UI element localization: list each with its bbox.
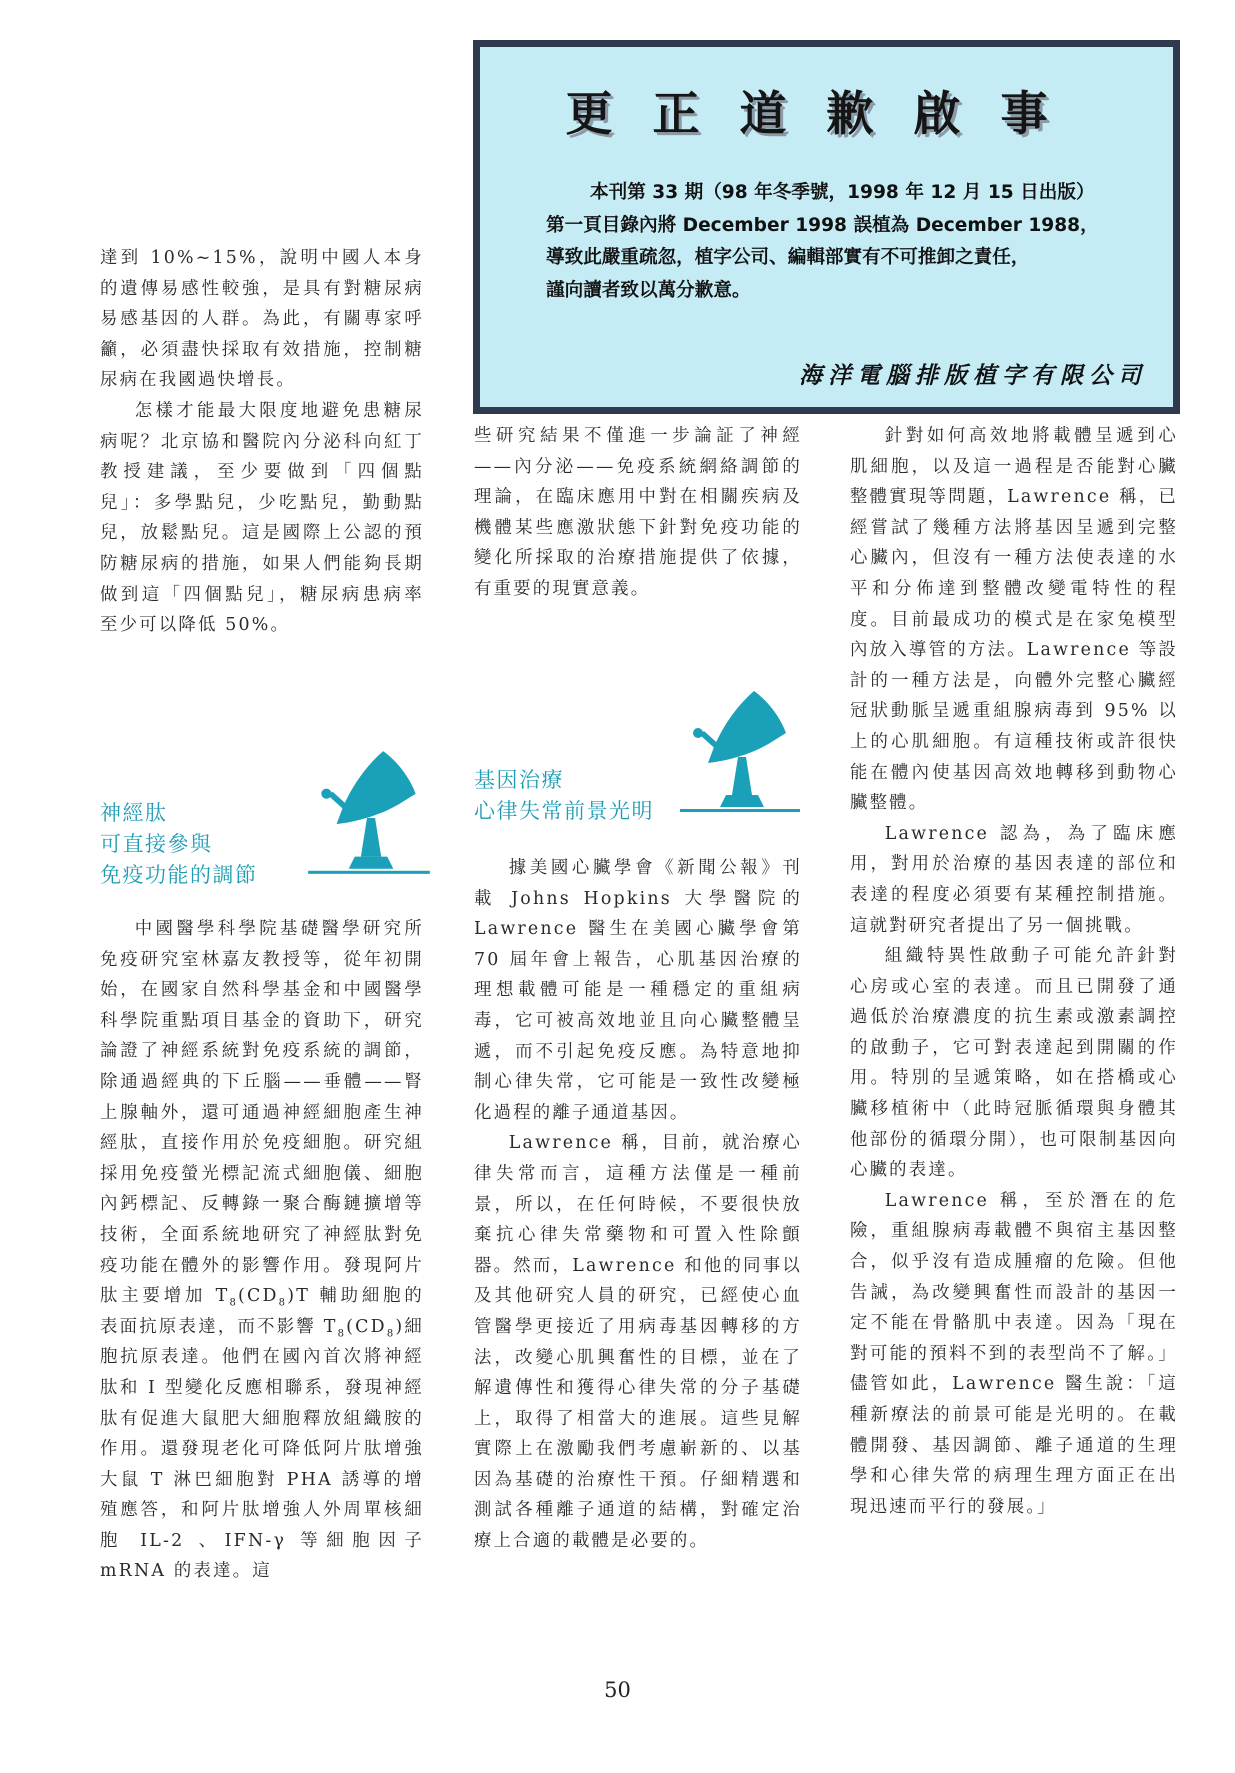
notice-line: 第一頁目錄內將 December 1998 誤植為 December 1988， — [546, 214, 1099, 236]
section-heading-gene-therapy — [474, 765, 654, 827]
heading-line: 免疫功能的調節 — [100, 863, 258, 887]
heading-line: 基因治療 — [474, 768, 564, 792]
subscript: 8 — [337, 1328, 347, 1340]
notice-body — [546, 177, 1146, 307]
column-2-top — [474, 421, 802, 605]
paragraph: 些研究結果不僅進一步論証了神經——內分泌——免疫系統網絡調節的理論，在臨床應用中對在相關疾病及機體某些應激狀態下針對免疫功能的變化所採取的治療措施提供了依據，有重要的現實意義。 — [474, 426, 802, 599]
text-run: (CD — [346, 1316, 387, 1337]
heading-line: 心律失常前景光明 — [474, 799, 654, 823]
subscript: 8 — [229, 1297, 239, 1309]
notice-signature: 海洋電腦排版植字有限公司 — [799, 362, 1147, 389]
paragraph: 據美國心臟學會《新聞公報》刊載 Johns Hopkins 大學醫院的 Lawrence 醫生在美國心臟學會第 70 屆年會上報告，心肌基因治療的理想載體可能是一種穩定的重組病毒，它可被高效地並且向心臟整體呈遞，而不引起免疫反應。為特意地抑制心律失常，它可能是一致性改變極化過程的離子通道基因。 — [474, 858, 802, 1123]
column-3 — [850, 421, 1178, 1522]
paragraph: Lawrence 稱，目前，就治療心律失常而言，這種方法僅是一種前景，所以，在任何時候，不要很快放棄抗心律失常藥物和可置入性除顫器。然而，Lawrence 和他的同事以及其他研究人員的研究，已經使心血管醫學更接近了用病毒基因轉移的方法，改變心肌興奮性的目標，並在了解遺傳性和獲得心律失常的分子基礎上，取得了相當大的進展。這些見解實際上在激勵我們考慮嶄新的、以基因為基礎的治療性干預。仔細精選和測試各種離子通道的結構，對確定治療上合適的載體是必要的。 — [474, 1133, 802, 1552]
column-2-bottom — [474, 853, 802, 1557]
text-run: (CD — [238, 1286, 279, 1307]
paragraph: Lawrence 稱，至於潛在的危險，重組腺病毒載體不與宿主基因整合，似乎沒有造成腫瘤的危險。但他告誡，為改變興奮性而設計的基因一定不能在骨骼肌中表達。因為「現在對可能的預料不到的表型尚不了解。」儘管如此，Lawrence 醫生說：「這種新療法的前景可能是光明的。在載體開發、基因調節、離子通道的生理學和心律失常的病理生理方面正在出現迅速而平行的發展。」 — [850, 1190, 1178, 1517]
subscript: 8 — [386, 1328, 396, 1340]
text-run: )細胞抗原表達。他們在國內首次將神經肽和 I 型變化反應相聯系，發現神經肽有促進大鼠肥大細胞釋放組織胺的作用。還發現老化可降低阿片肽增強大鼠 T 淋巴細胞對 PHA 誘導的增殖應答，和阿片肽增強人外周單核細胞 IL-2 、IFN-γ 等細胞因子 mRNA 的表達。這 — [100, 1316, 424, 1582]
notice-title: 更正道歉啟事 — [565, 87, 1088, 142]
satellite-dish-icon — [676, 683, 804, 823]
paragraph: 達到 10%~15%，說明中國人本身的遺傳易感性較強，是具有對糖尿病易感基因的人群。為此，有關專家呼籲，必須盡快採取有效措施，控制糖尿病在我國過快增長。 — [100, 248, 424, 391]
column-1-bottom — [100, 914, 424, 1587]
correction-notice — [473, 40, 1180, 414]
section-heading-neuropeptide — [100, 798, 258, 891]
subscript: 8 — [278, 1297, 288, 1309]
notice-line: 本刊第 33 期（98 年冬季號，1998 年 12 月 15 日出版） — [590, 182, 1095, 203]
paragraph — [100, 914, 424, 1587]
text-run: )T 輔助細胞的表面抗原表達，而不影響 T — [100, 1286, 424, 1337]
text-run: 中國醫學科學院基礎醫學研究所免疫研究室林嘉友教授等，從年初開始，在國家自然科學基金和中國醫學科學院重點項目基金的資助下，研究論證了神經系統對免疫系統的調節，除通過經典的下丘腦——垂體——腎上腺軸外，還可通過神經細胞產生神經肽，直接作用於免疫細胞。研究組採用免疫螢光標記流式細胞儀、細胞內鈣標記、反轉錄一聚合酶鏈擴增等技術，全面系統地研究了神經肽對免疫功能在體外的影響作用。發現阿片肽主要增加 T — [100, 919, 424, 1307]
heading-line: 可直接參與 — [100, 832, 213, 856]
paragraph: 組織特異性啟動子可能允許針對心房或心室的表達。而且已開發了通過低於治療濃度的抗生素或激素調控的啟動子，它可對表達起到開關的作用。特別的呈遞策略，如在搭橋或心臟移植術中（此時冠脈循環與身體其他部份的循環分開），也可限制基因向心臟的表達。 — [850, 946, 1178, 1181]
paragraph: 針對如何高效地將載體呈遞到心肌細胞，以及這一過程是否能對心臟整體實現等問題，Lawrence 稱，已經嘗試了幾種方法將基因呈遞到完整心臟內，但沒有一種方法使表達的水平和分佈達到整體改變電特性的程度。目前最成功的模式是在家兔模型內放入導管的方法。Lawrence 等設計的一種方法是，向體外完整心臟經冠狀動脈呈遞重組腺病毒到 95% 以上的心肌細胞。有這種技術或許很快能在體內使基因高效地轉移到動物心臟整體。 — [850, 426, 1178, 814]
heading-line: 神經肽 — [100, 801, 168, 825]
notice-line: 謹向讀者致以萬分歉意。 — [546, 279, 751, 301]
notice-line: 導致此嚴重疏忽，植字公司、編輯部實有不可推卸之責任， — [546, 247, 1030, 268]
column-1-top — [100, 243, 424, 641]
page-number: 50 — [604, 1678, 631, 1702]
paragraph: Lawrence 認為，為了臨床應用，對用於治療的基因表達的部位和表達的程度必須要有某種控制措施。這就對研究者提出了另一個挑戰。 — [850, 823, 1178, 936]
paragraph: 怎樣才能最大限度地避免患糖尿病呢？北京協和醫院內分泌科向紅丁教授建議，至少要做到「四個點兒」：多學點兒，少吃點兒，勤動點兒，放鬆點兒。這是國際上公認的預防糖尿病的措施，如果人們能夠長期做到這「四個點兒」，糖尿病患病率至少可以降低 50%。 — [100, 400, 424, 636]
satellite-dish-icon — [308, 743, 430, 885]
